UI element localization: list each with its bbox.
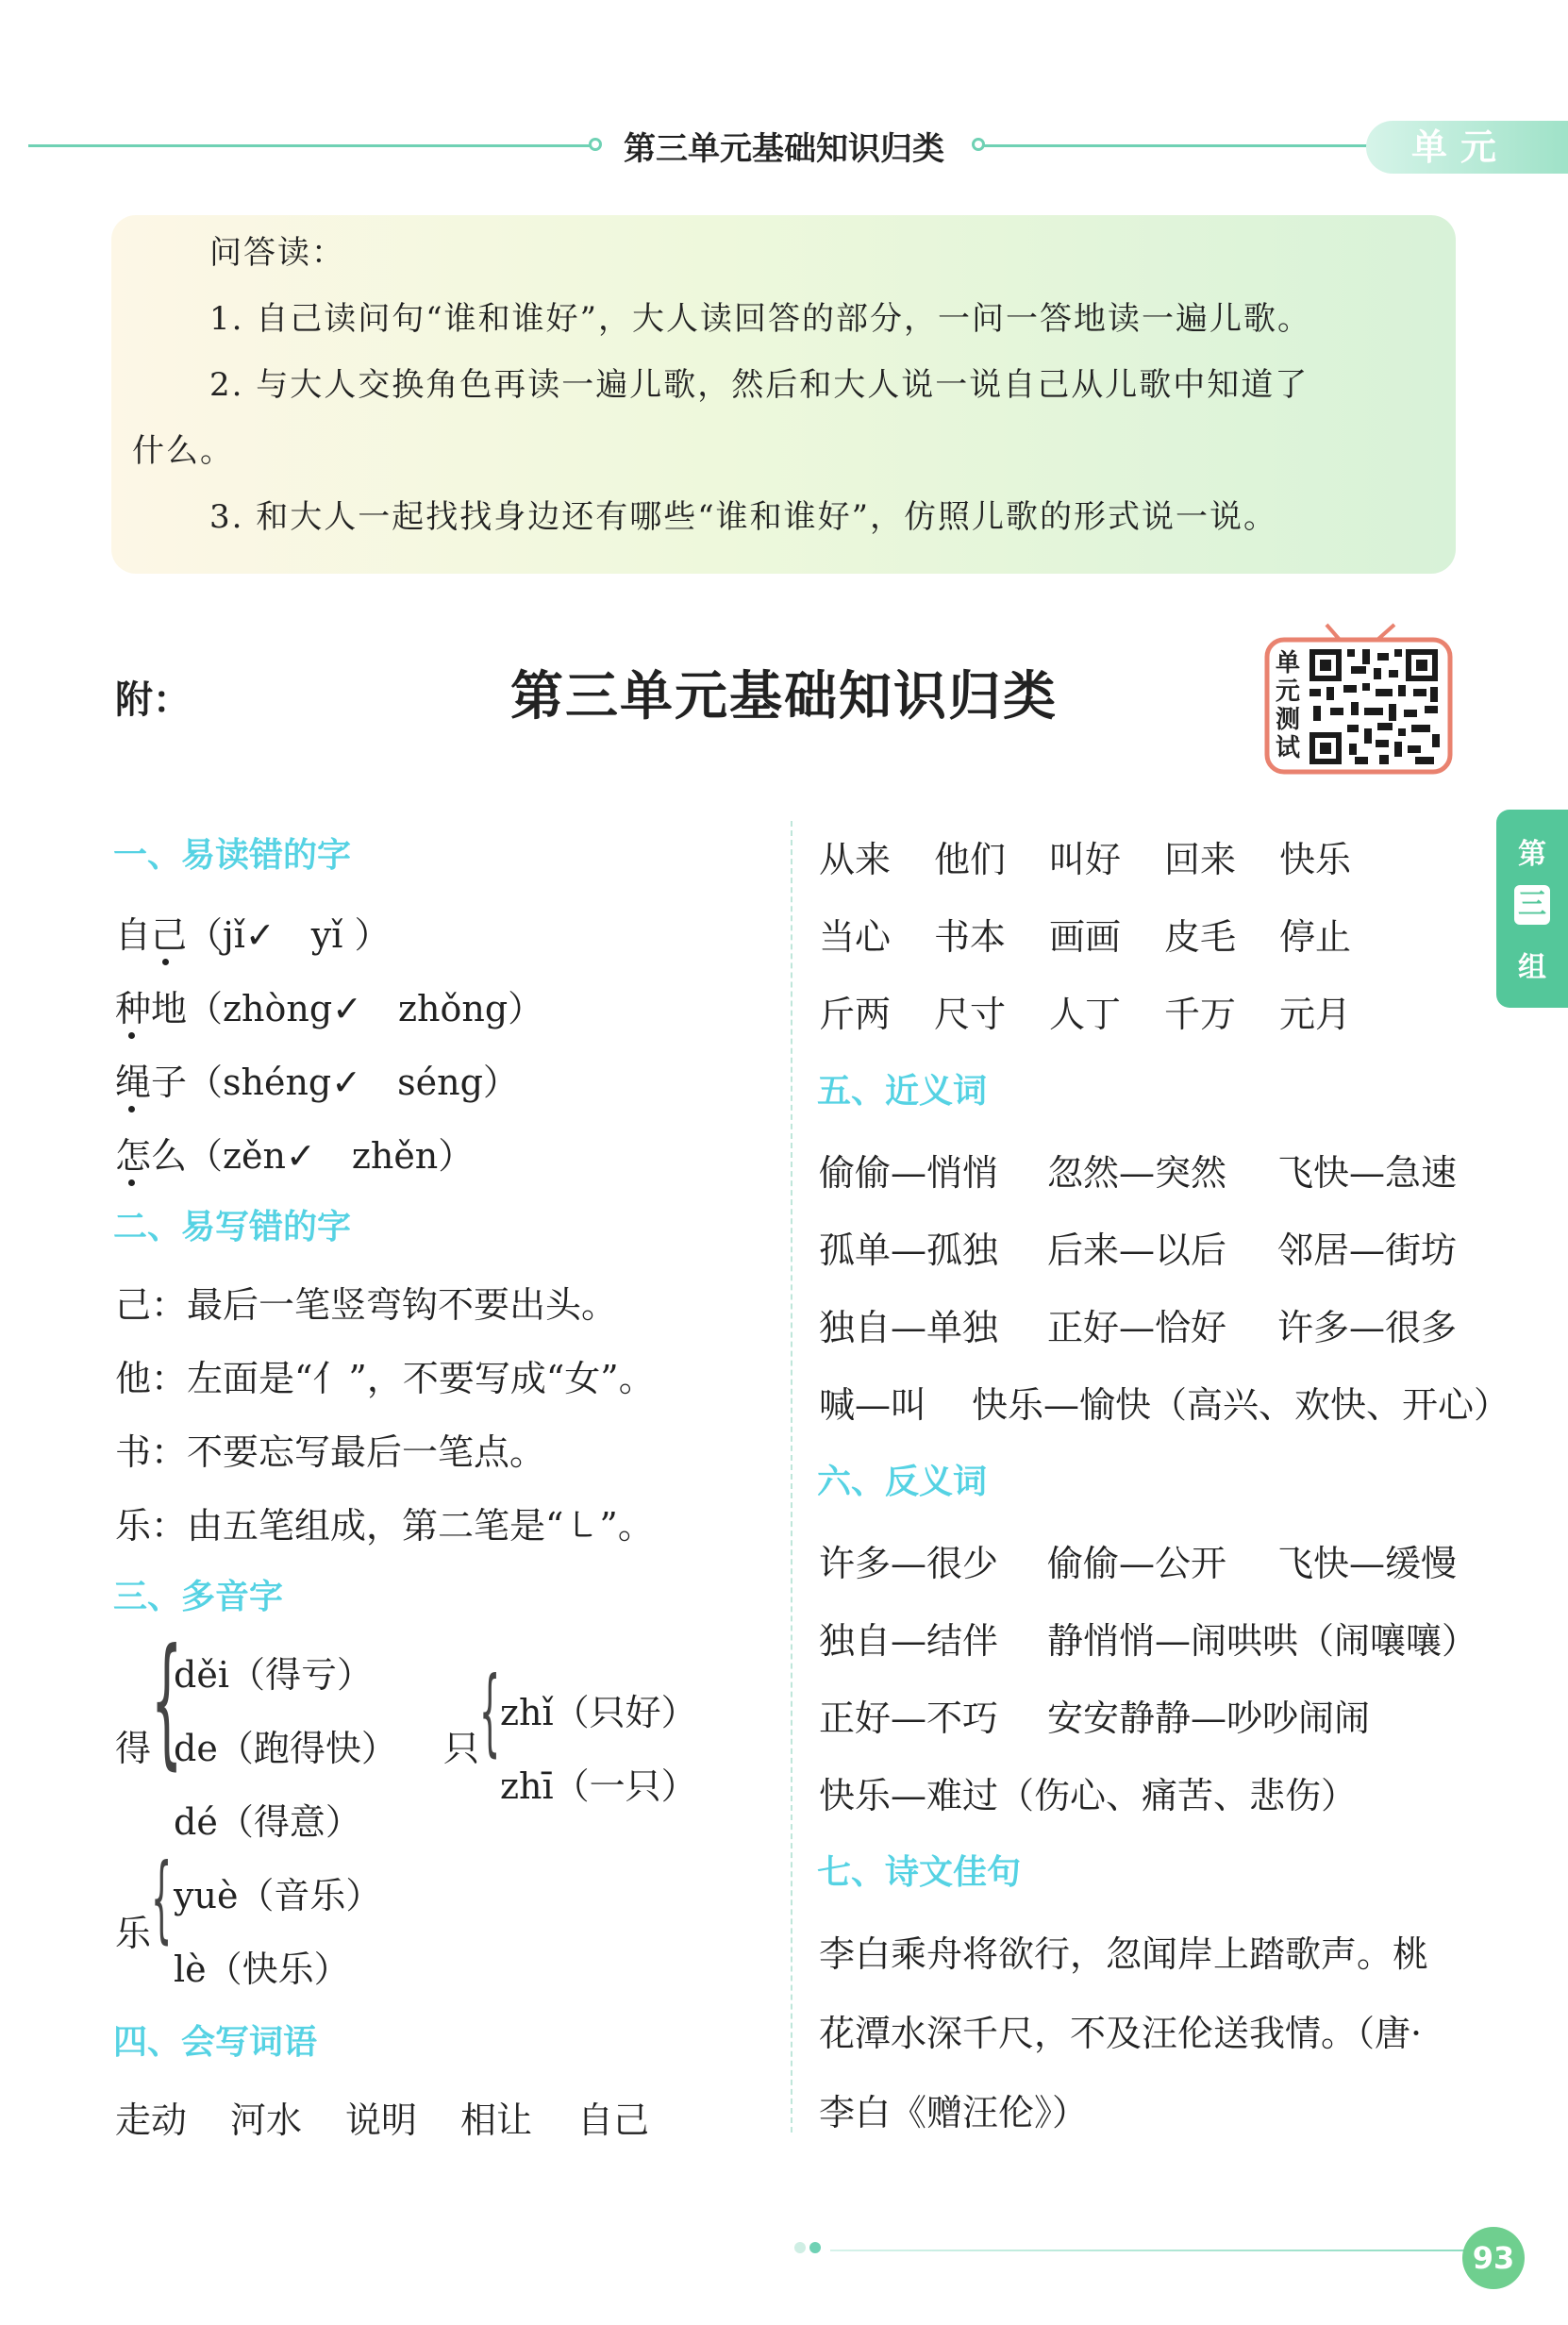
word: 书本 [934,916,1007,958]
word-pair: 许多—很多 [1277,1307,1458,1348]
word-pair: 忽然—突然 [1047,1152,1227,1194]
list-item: 绳子（shéng✓ séng） [115,1062,519,1103]
word-pair: 邻居—街坊 [1277,1229,1458,1271]
brace: { [151,1843,173,1953]
word-pair: 飞快—急速 [1277,1152,1458,1194]
section-title-miswrite: 二、易写错的字 [113,1208,352,1246]
section-title-misread: 一、易读错的字 [113,836,352,875]
list-item: 怎么（zěn✓ zhěn） [115,1135,475,1177]
unit-side-tab: 第 三 组 [1496,810,1568,1008]
poem-line: 李白乘舟将欲行，忽闻岸上踏歌声。桃 [819,1933,1429,1975]
word-pair: 许多—很少 [819,1543,999,1584]
word: 快乐 [1279,839,1352,880]
polyphone-char: 乐 [115,1913,152,1954]
word: 尺寸 [934,994,1007,1035]
column-divider [791,821,792,2133]
word: 从来 [819,839,892,880]
list-item: zhī（一只） [500,1765,697,1807]
emphasis-dot [128,1032,135,1039]
word-pair: 独自—结伴 [819,1620,999,1662]
list-item: 他：左面是“亻”，不要写成“女”。 [115,1358,655,1399]
word: 相让 [460,2099,533,2141]
word-pair: 安安静静—吵吵闹闹 [1047,1698,1371,1739]
section-title-antonyms: 六、反义词 [817,1463,988,1501]
section-title-synonyms: 五、近义词 [817,1072,988,1111]
word-pair: 后来—以后 [1047,1229,1227,1271]
word-pair: 快乐—愉快（高兴、欢快、开心） [972,1384,1510,1426]
qa-item-2b: 什么。 [132,432,234,470]
word-pair: 孤单—孤独 [819,1229,999,1271]
word-pair: 正好—不巧 [819,1698,999,1739]
list-item: zhǐ（只好） [500,1692,697,1733]
page-number: 93 [1462,2227,1525,2289]
list-item: de（跑得快） [174,1728,397,1769]
word-pair: 喊—叫 [819,1384,927,1426]
page-title: 第三单元基础知识归类 [510,666,1058,728]
word-pair: 偷偷—悄悄 [819,1152,999,1194]
word: 元月 [1279,994,1352,1035]
emphasis-dot [162,959,169,965]
polyphone-char: 得 [115,1728,152,1769]
header-title: 第三单元基础知识归类 [624,130,944,168]
word: 斤两 [819,994,892,1035]
word-pair: 静悄悄—闹哄哄（闹嚷嚷） [1047,1620,1478,1662]
footer-rule [830,2250,1491,2251]
word: 说明 [345,2099,418,2141]
list-item: lè（快乐） [174,1949,350,1990]
qa-item-2a: 2. 与大人交换角色再读一遍儿歌，然后和大人说一说自己从儿歌中知道了 [209,366,1309,404]
unit-tab: 单元 [1366,121,1568,174]
polyphone-char: 只 [443,1728,480,1769]
qa-item-3: 3. 和大人一起找找身边还有哪些“谁和谁好”，仿照儿歌的形式说一说。 [209,498,1278,536]
word-pair: 快乐—难过（伤心、痛苦、悲伤） [819,1775,1358,1816]
qa-heading: 问答读： [209,234,345,272]
list-item: 乐：由五笔组成，第二笔是“㇄”。 [115,1505,654,1547]
word: 自己 [577,2099,650,2141]
footer-dot [794,2242,806,2253]
list-item: 书：不要忘写最后一笔点。 [115,1431,546,1473]
word: 走动 [115,2099,188,2141]
section-title-polyphone: 三、多音字 [113,1578,284,1616]
word: 停止 [1279,916,1352,958]
emphasis-dot [128,1179,135,1186]
word: 他们 [934,839,1007,880]
qr-label: 单 元 测 试 [1275,649,1300,762]
list-item: děi（得亏） [174,1654,373,1696]
emphasis-dot [128,1106,135,1112]
poem-line: 花潭水深千尺，不及汪伦送我情。（唐· [819,2013,1423,2054]
word-pair: 正好—恰好 [1047,1307,1227,1348]
word: 叫好 [1049,839,1122,880]
brace: { [479,1656,501,1766]
word: 人丁 [1049,994,1122,1035]
word: 皮毛 [1164,916,1237,958]
word: 当心 [819,916,892,958]
word-pair: 偷偷—公开 [1047,1543,1227,1584]
list-item: 自己（jǐ✓ yǐ ） [115,914,391,956]
appendix-label: 附： [115,678,191,722]
word: 千万 [1164,994,1237,1035]
qa-item-1: 1. 自己读问句“谁和谁好”，大人读回答的部分，一问一答地读一遍儿歌。 [209,300,1312,338]
section-title-poetry: 七、诗文佳句 [817,1853,1022,1892]
list-item: 种地（zhòng✓ zhǒng） [115,988,544,1029]
section-title-words: 四、会写词语 [113,2023,318,2062]
brace: { [151,1619,183,1783]
list-item: 己：最后一笔竖弯钩不要出头。 [115,1284,618,1326]
list-item: yuè（音乐） [174,1875,382,1916]
word: 河水 [230,2099,303,2141]
header-rule-right [983,144,1379,147]
footer-dot [809,2242,821,2253]
poem-line: 李白《赠汪伦》） [819,2092,1089,2133]
word-pair: 飞快—缓慢 [1277,1543,1458,1584]
list-item: dé（得意） [174,1801,361,1843]
word-pair: 独自—单独 [819,1307,999,1348]
word: 回来 [1164,839,1237,880]
word: 画画 [1049,916,1122,958]
